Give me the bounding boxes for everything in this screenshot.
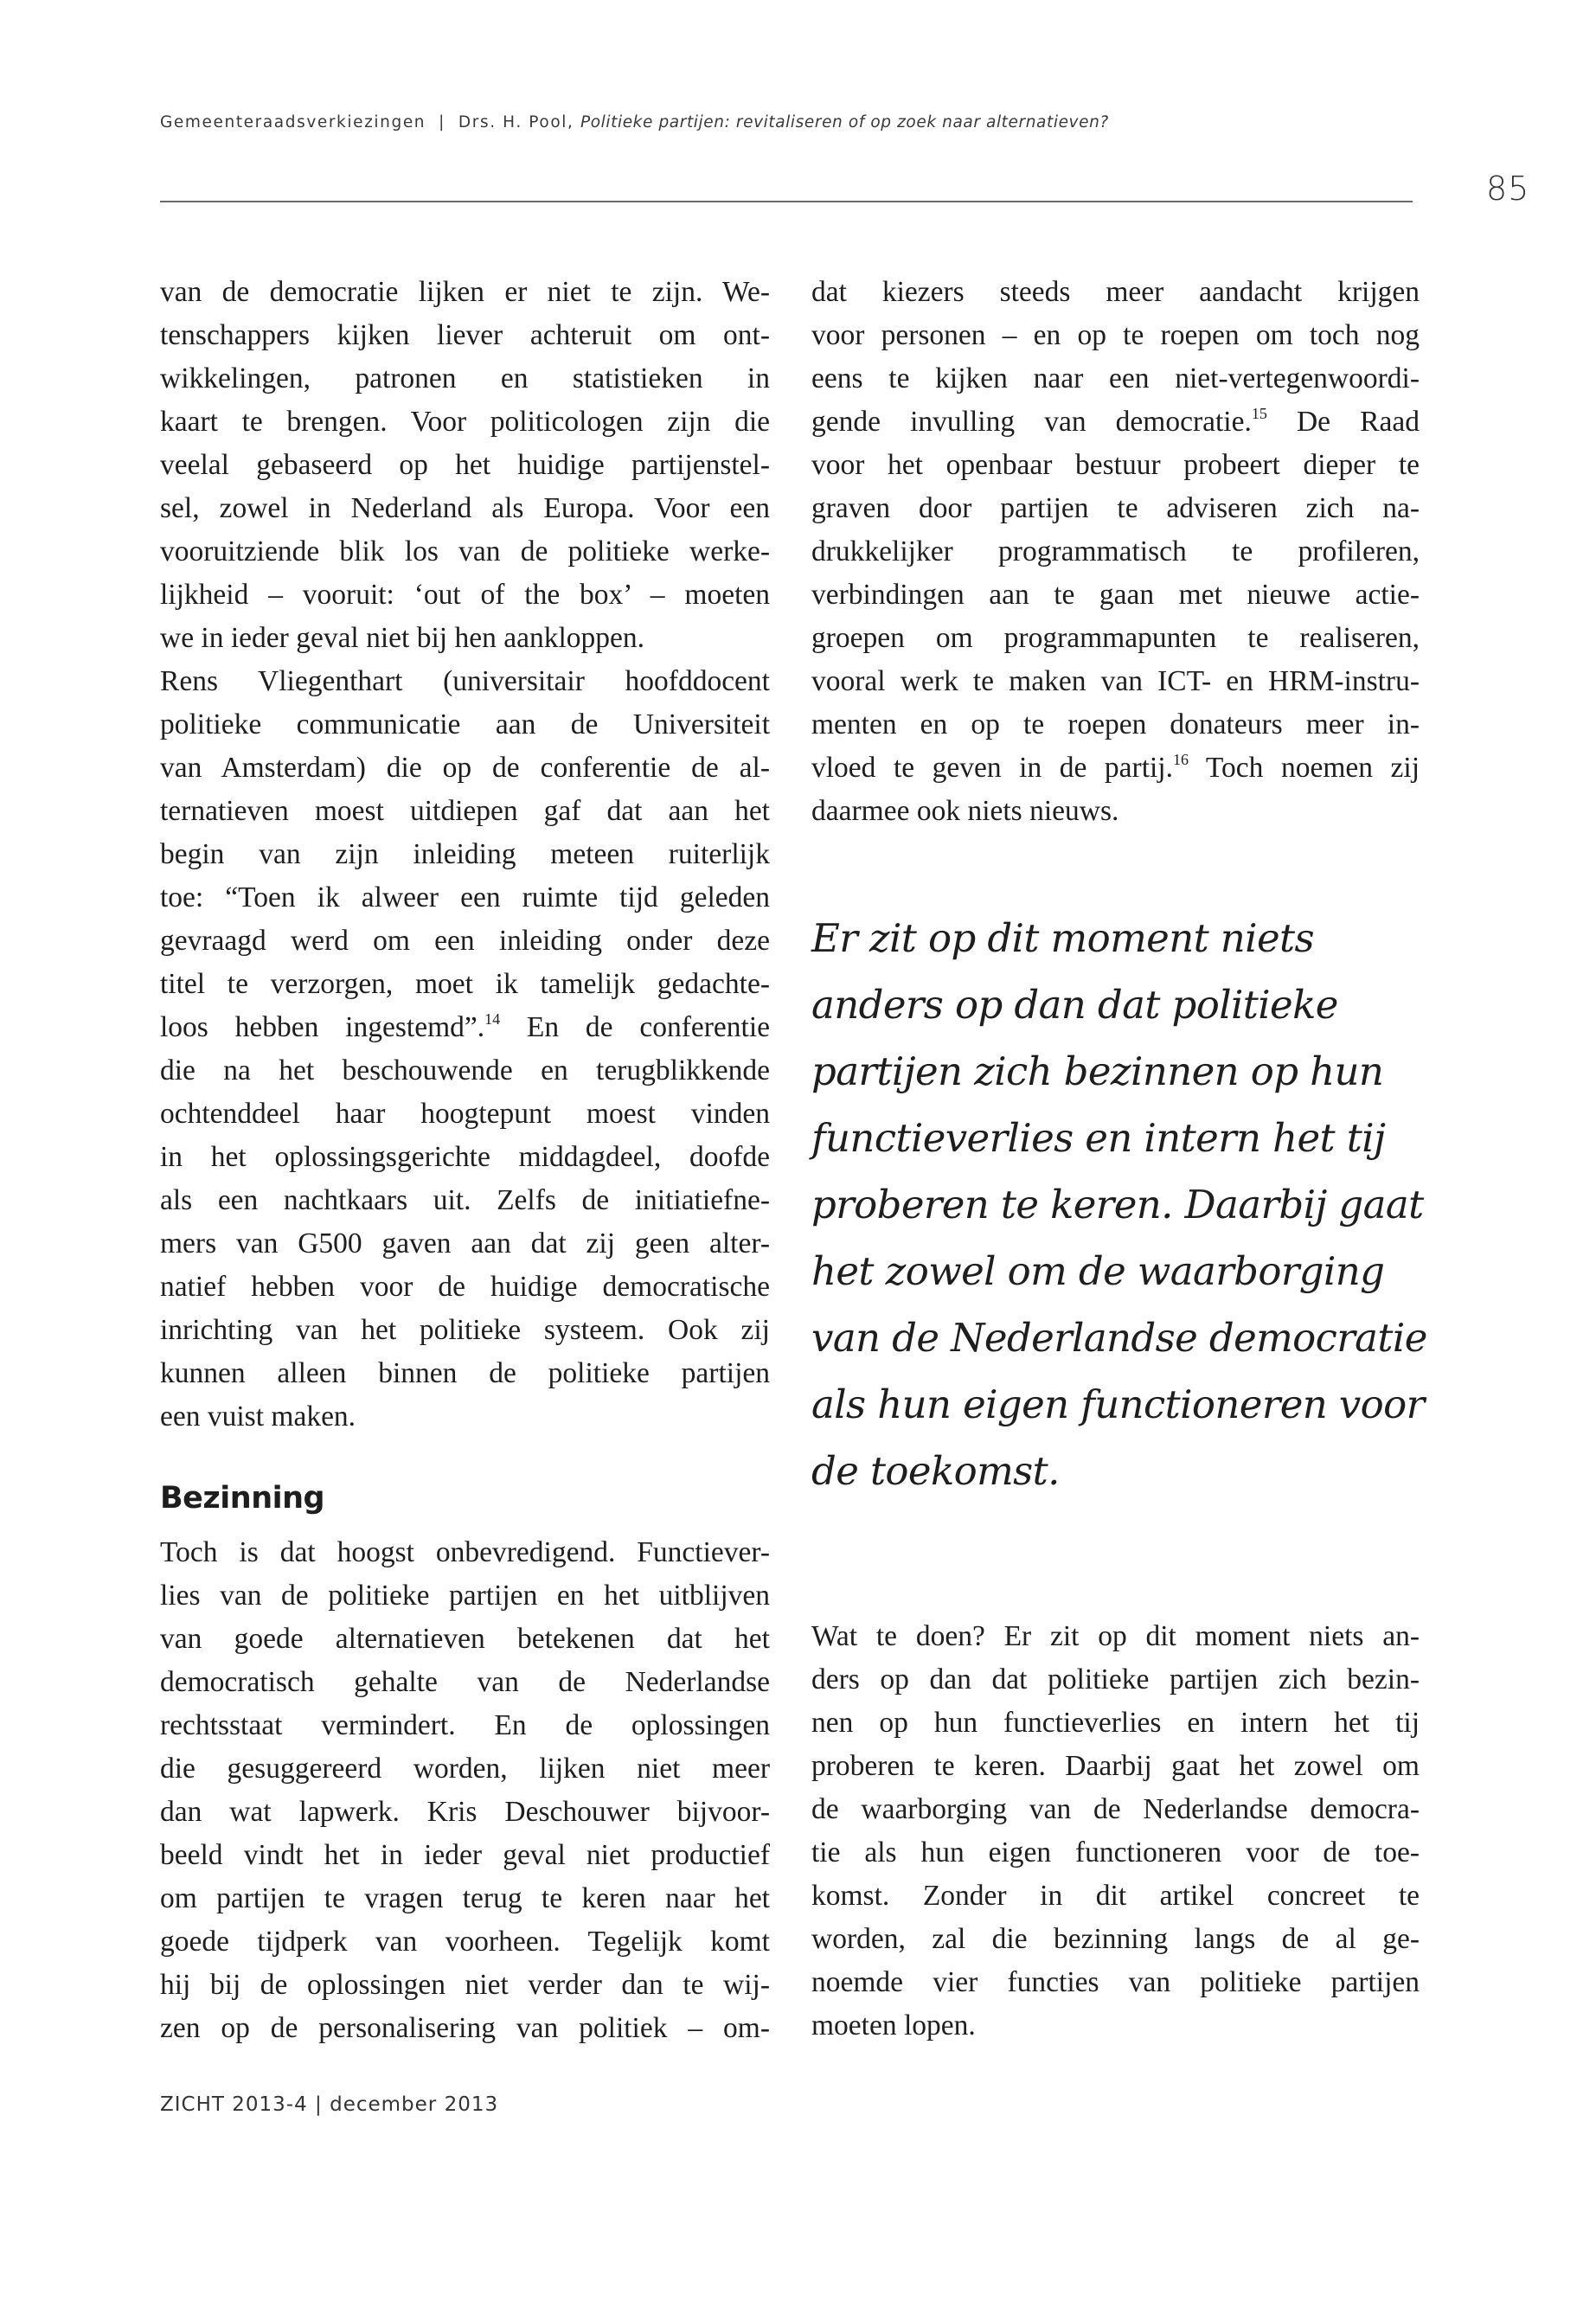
paragraph	[811, 271, 1420, 833]
text-line: we in ieder geval niet bij hen aankloppen.	[160, 622, 644, 654]
text-line: gevraagd werd om een inleiding onder deze	[160, 925, 770, 957]
page-number: 85	[1486, 170, 1530, 208]
text-line: drukkelijker programmatisch te profileren,	[811, 535, 1420, 567]
text-line: sel, zowel in Nederland als Europa. Voor een	[160, 492, 770, 524]
text-line: menten en op te roepen donateurs meer in-	[811, 708, 1420, 740]
running-head	[160, 113, 1109, 131]
header-rule	[160, 201, 1413, 202]
text-line: tie als hun eigen functioneren voor de toe-	[811, 1836, 1420, 1868]
text-line-with-footnote	[811, 747, 1420, 790]
text-line: proberen te keren. Daarbij gaat het zowel om	[811, 1750, 1420, 1782]
text-line: politieke communicatie aan de Universiteit	[160, 708, 770, 740]
text-line: natief hebben voor de huidige democratische	[160, 1271, 770, 1303]
text-line: die na het beschouwende en terugblikkende	[160, 1054, 770, 1086]
pull-quote-line: het zowel om de waarborging	[811, 1248, 1385, 1294]
text-line: graven door partijen te adviseren zich na-	[811, 492, 1420, 524]
pull-quote	[811, 905, 1427, 1504]
text-line: beeld vindt het in ieder geval niet productief	[160, 1839, 770, 1871]
text-line: wikkelingen, patronen en statistieken in	[160, 362, 770, 394]
text-line: vooruitziende blik los van de politieke werke-	[160, 535, 770, 567]
running-head-section: Gemeenteraadsverkiezingen	[160, 113, 426, 131]
text-line: veelal gebaseerd op het huidige partijenstel-	[160, 449, 770, 481]
text-line: groepen om programmapunten te realiseren,	[811, 622, 1420, 654]
section-heading: Bezinning	[160, 1481, 325, 1516]
footnote-ref-14[interactable]: 14	[484, 1009, 501, 1028]
text-line: mers van G500 gaven aan dat zij geen alter-	[160, 1227, 770, 1259]
text-line: worden, zal die bezinning langs de al ge-	[811, 1923, 1420, 1955]
text-line: vooral werk te maken van ICT- en HRM-instru-	[811, 665, 1420, 697]
text-line: toe: “Toen ik alweer een ruimte tijd geleden	[160, 881, 770, 913]
text-line: rechtsstaat vermindert. En de oplossingen	[160, 1709, 770, 1741]
text-segment: De Raad	[1266, 406, 1420, 438]
text-line-with-footnote	[811, 401, 1420, 444]
text-line: Toch is dat hoogst onbevredigend. Functiever-	[160, 1536, 770, 1568]
footer-journal: ZICHT 2013-4	[160, 2093, 308, 2116]
text-line-with-footnote	[160, 1006, 770, 1049]
text-segment: Toch noemen zij	[1189, 752, 1420, 784]
text-segment: vloed te geven in de partij.	[811, 752, 1173, 784]
text-line: ternatieven moest uitdiepen gaf dat aan het	[160, 795, 770, 827]
running-head-author: Drs. H. Pool,	[458, 113, 574, 131]
text-line: een vuist maken.	[160, 1400, 356, 1433]
text-line: tenschappers kijken liever achteruit om ont-	[160, 319, 770, 351]
footnote-ref-15[interactable]: 15	[1251, 404, 1267, 422]
text-line: voor het openbaar bestuur probeert dieper te	[811, 449, 1420, 481]
text-line: ochtenddeel haar hoogtepunt moest vinden	[160, 1098, 770, 1130]
text-line: komst. Zonder in dit artikel concreet te	[811, 1880, 1420, 1912]
text-line: dat kiezers steeds meer aandacht krijgen	[811, 276, 1420, 308]
right-column	[811, 271, 1420, 833]
text-line: als een nachtkaars uit. Zelfs de initiatiefne-	[160, 1184, 770, 1216]
paragraph	[160, 1531, 770, 2050]
text-line: lies van de politieke partijen en het uitblijven	[160, 1580, 770, 1612]
text-line: zen op de personalisering van politiek – om-	[160, 2012, 770, 2044]
text-line: de waarborging van de Nederlandse democra-	[811, 1793, 1420, 1825]
text-line: van goede alternatieven betekenen dat het	[160, 1623, 770, 1655]
text-line: moeten lopen.	[811, 2009, 976, 2041]
text-line: ders op dan dat politieke partijen zich bezin-	[811, 1663, 1420, 1695]
text-line: daarmee ook niets nieuws.	[811, 795, 1119, 827]
pull-quote-line: van de Nederlandse democratie	[811, 1315, 1427, 1361]
right-column-lower	[811, 1615, 1420, 2048]
paragraph	[811, 1615, 1420, 2048]
text-line: democratisch gehalte van de Nederlandse	[160, 1666, 770, 1698]
left-column	[160, 271, 770, 1439]
text-segment: En de conferentie	[500, 1011, 770, 1043]
text-line: titel te verzorgen, moet ik tamelijk gedachte-	[160, 968, 770, 1000]
text-line: voor personen – en op te roepen om toch nog	[811, 319, 1420, 351]
text-line: Wat te doen? Er zit op dit moment niets an-	[811, 1620, 1420, 1652]
page-footer	[160, 2093, 498, 2116]
text-line: kunnen alleen binnen de politieke partijen	[160, 1357, 770, 1389]
text-line: van de democratie lijken er niet te zijn. We-	[160, 276, 770, 308]
text-line: van Amsterdam) die op de conferentie de al-	[160, 752, 770, 784]
text-line: goede tijdperk van voorheen. Tegelijk komt	[160, 1926, 770, 1958]
pull-quote-line: Er zit op dit moment niets	[811, 915, 1314, 961]
text-line: begin van zijn inleiding meteen ruiterlijk	[160, 838, 770, 870]
pull-quote-line: als hun eigen functioneren voor	[811, 1381, 1425, 1427]
pull-quote-line: partijen zich bezinnen op hun	[811, 1048, 1384, 1094]
footnote-ref-16[interactable]: 16	[1173, 750, 1189, 768]
text-line: inrichting van het politieke systeem. Ook zij	[160, 1314, 770, 1346]
text-line: die gesuggereerd worden, lijken niet meer	[160, 1753, 770, 1785]
text-line: Rens Vliegenthart (universitair hoofddocent	[160, 665, 770, 697]
left-column-section-body	[160, 1531, 770, 2050]
footer-date: december 2013	[330, 2093, 499, 2116]
text-line: lijkheid – vooruit: ‘out of the box’ – moeten	[160, 579, 770, 611]
running-head-title: Politieke partijen: revitaliseren of op zoek naar alternatieven?	[580, 113, 1109, 131]
text-line: dan wat lapwerk. Kris Deschouwer bijvoor-	[160, 1796, 770, 1828]
text-line: in het oplossingsgerichte middagdeel, doofde	[160, 1141, 770, 1173]
paragraph	[160, 271, 770, 660]
running-head-separator: |	[439, 113, 445, 131]
text-line: om partijen te vragen terug te keren naar het	[160, 1882, 770, 1914]
pull-quote-line: proberen te keren. Daarbij gaat	[811, 1182, 1424, 1227]
footer-separator: |	[315, 2093, 323, 2116]
text-line: nen op hun functieverlies en intern het tij	[811, 1707, 1420, 1739]
text-line: kaart te brengen. Voor politicologen zijn die	[160, 406, 770, 438]
text-line: hij bij de oplossingen niet verder dan te wij-	[160, 1969, 770, 2001]
text-line: verbindingen aan te gaan met nieuwe actie-	[811, 579, 1420, 611]
pull-quote-line: anders op dan dat politieke	[811, 982, 1338, 1028]
paragraph	[160, 660, 770, 1439]
text-segment: loos hebben ingestemd”.	[160, 1011, 485, 1043]
pull-quote-line: de toekomst.	[811, 1448, 1060, 1494]
pull-quote-line: functieverlies en intern het tij	[811, 1115, 1386, 1161]
text-segment: gende invulling van democratie.	[811, 406, 1252, 438]
text-line: noemde vier functies van politieke partijen	[811, 1966, 1420, 1998]
text-line: eens te kijken naar een niet-vertegenwoordi-	[811, 362, 1420, 394]
